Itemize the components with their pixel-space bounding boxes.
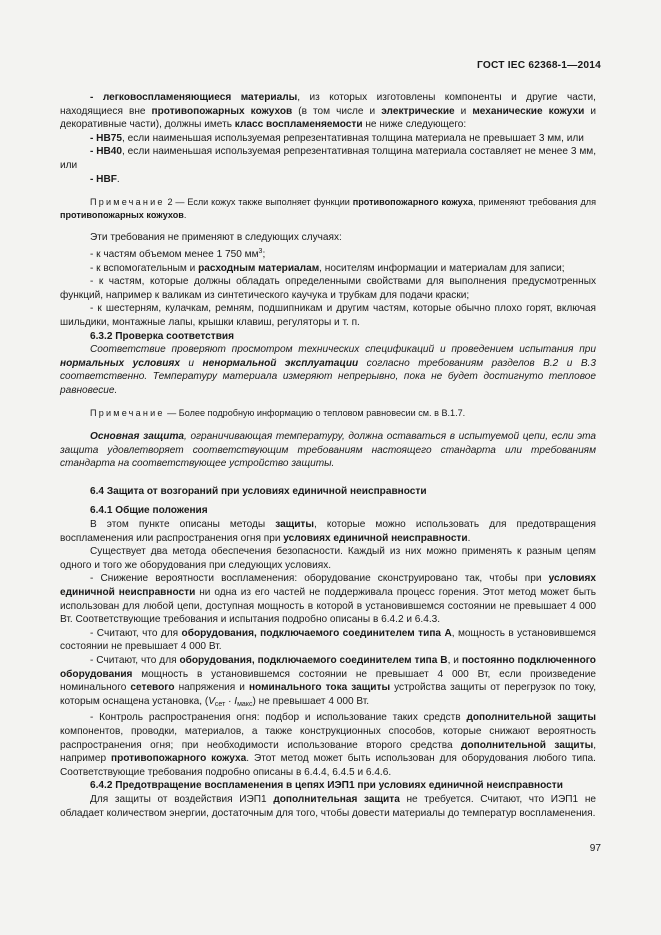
paragraph-exceptions-intro: Эти требования не применяют в следующих случаях:: [90, 232, 342, 244]
page-number: 97: [589, 843, 601, 854]
list-item-hbf: - HBF.: [90, 173, 120, 185]
list-item-small-parts: - к частям объемом менее 1 750 $мм^3$;: [90, 247, 266, 260]
list-item-consumables: - к вспомогательным и расходным материалам, носителям информации и материалам для записи;: [90, 262, 565, 274]
list-item-fire-spread-control: - Контроль распространения огня: подбор и использование таких средств дополнительной защиты компонентов, проводки, материалов, а также конструкционных способов, которые снижают вероятность распространения огня; при необходимости использование второго средства дополнительной защиты, например противопожарного кожуха. Этот метод может быть использован для оборудования любого типа. Соответствующие требования подробно описаны в 6.4.4, 6.4.5 и 6.4.6.: [60, 712, 597, 778]
heading-6-4-1: 6.4.1 Общие положения: [90, 505, 208, 517]
list-item-type-b: - Считают, что для оборудования, подключаемого соединителем типа В, и постоянно подключенного оборудования мощность в установившемся состоянии не превышает 4 000 Вт, если произведение номинального сетевого напряжения и номинального тока защиты устройства защиты от перегрузок по току, которым оснащена установка, $(V_{сет} \cdot I_{макс})$ не превышает 4 000 Вт.: [60, 654, 597, 708]
note-thermal-equilibrium: Примечание — Более подробную информацию о тепловом равновесии см. в В.1.7.: [90, 408, 466, 419]
paragraph-basic-safeguard: Основная защита, ограничивающая температуру, должна оставаться в испытуемой цепи, если эта защита удовлетворяет соответствующим требованиям настоящего стандарта или требованиям стандарта на соответствующее устройство защиты.: [60, 431, 596, 470]
list-item-hb75: - НВ75, если наименьшая используемая репрезентативная толщина материала не превышает 3 мм, или: [90, 132, 584, 144]
paragraph-two-methods: Существует два метода обеспечения безопасности. Каждый из них можно применять к разным цепям одного и того же оборудования при следующих условиях.: [60, 546, 596, 571]
paragraph-compliance-check: Соответствие проверяют просмотром технических спецификаций и проведением испытания при нормальных условиях и ненормальной эксплуатации согласно требованиям разделов В.2 и В.3 соответственно. Температуру материала измеряют непрерывно, пока не будет достигнуто тепловое равновесие.: [60, 344, 597, 396]
heading-6-4: 6.4 Защита от возгораний при условиях единичной неисправности: [90, 485, 427, 497]
standard-header: ГОСТ IEC 62368-1—2014: [477, 60, 601, 71]
heading-6-4-2: 6.4.2 Предотвращение воспламенения в цепях ИЭП1 при условиях единичной неисправности: [90, 780, 563, 792]
document-body: [60, 91, 596, 820]
note-2: Примечание 2 — Если кожух также выполняет функции противопожарного кожуха, применяют требования для противопожарных кожухов.: [60, 197, 596, 220]
paragraph-ps1-protection: Для защиты от воздействия ИЭП1 дополнительная защита не требуется. Считают, что ИЭП1 не обладает количеством энергии, достаточным для того, чтобы довести материалы до температур воспламенения.: [60, 793, 597, 819]
list-item-hb40: - НВ40, если наименьшая используемая репрезентативная толщина материала составляет не менее 3 мм, или: [60, 146, 597, 171]
paragraph-methods: В этом пункте описаны методы защиты, которые можно использовать для предотвращения воспламенения или распространения огня при условиях единичной неисправности.: [60, 519, 596, 544]
list-item-reduce-ignition: - Снижение вероятности воспламенения: оборудование сконструировано так, чтобы при условиях единичной неисправности ни одна из его частей не поддерживала процесс горения. Этот метод может быть использован для любой цепи, доступная мощность в которой в установившемся состоянии не превышает 4 000 Вт. Соответствующие требования и испытания подробно описаны в 6.4.2 и 6.4.3.: [60, 573, 596, 626]
list-item-functional-parts: - к частям, которые должны обладать определенными свойствами для выполнения предусмотренных функций, например к валикам из синтетического каучука и трубкам для подачи краски;: [60, 276, 596, 301]
heading-6-3-2: 6.3.2 Проверка соответствия: [90, 330, 235, 342]
list-item-gears: - к шестерням, кулачкам, ремням, подшипникам и другим частям, которые обычно плохо горят, включая шильдики, монтажные лапы, крышки клавиш, регуляторы и т. п.: [60, 303, 596, 328]
list-item-type-a: - Считают, что для оборудования, подключаемого соединителем типа А, мощность в установившемся состоянии не превышает 4 000 Вт.: [60, 627, 596, 653]
paragraph-flammable-materials: - легковоспламеняющиеся материалы, из которых изготовлены компоненты и другие части, находящиеся вне противопожарных кожухов (в том числе и электрические и механические кожухи и декоративные части), должны иметь класс воспламеняемости не ниже следующего:: [60, 92, 596, 131]
